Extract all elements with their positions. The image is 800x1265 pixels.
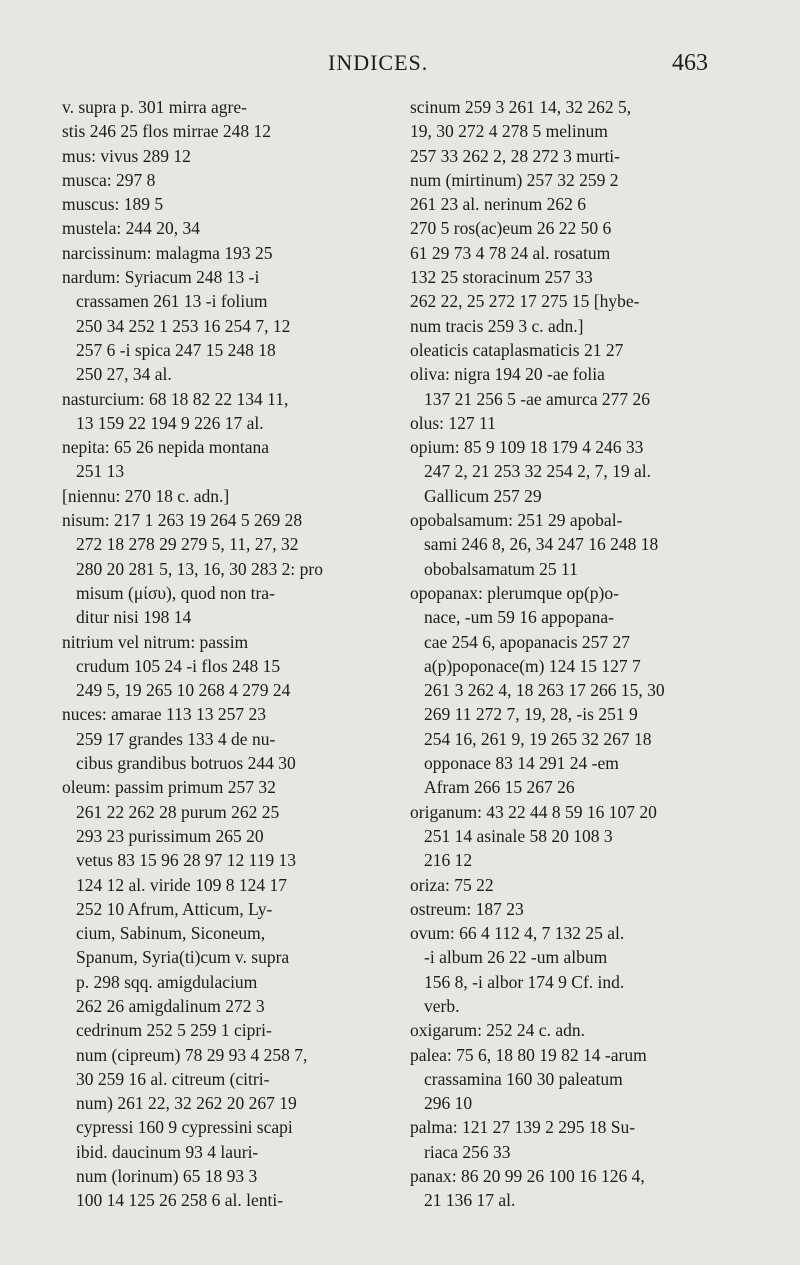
index-line: narcissinum: malagma 193 25 [62, 242, 273, 263]
index-line: [niennu: 270 18 c. adn.] [62, 485, 230, 506]
index-line: 250 27, 34 al. [76, 364, 172, 385]
index-line: 100 14 125 26 258 6 al. lenti- [76, 1190, 284, 1211]
index-line: cae 254 6, apopanacis 257 27 [424, 631, 631, 652]
index-line: nitrium vel nitrum: passim [62, 631, 249, 652]
index-line: crassamen 261 13 -i folium [76, 291, 268, 312]
index-line: palea: 75 6, 18 80 19 82 14 -arum [410, 1044, 647, 1065]
index-line: opium: 85 9 109 18 179 4 246 33 [410, 437, 644, 458]
index-line: stis 246 25 flos mirrae 248 12 [62, 121, 272, 142]
index-line: panax: 86 20 99 26 100 16 126 4, [410, 1166, 645, 1187]
index-line: num (mirtinum) 257 32 259 2 [410, 169, 619, 190]
index-line: Spanum, Syria(ti)cum v. supra [76, 947, 290, 968]
index-line: 250 34 252 1 253 16 254 7, 12 [76, 315, 291, 336]
index-line: 124 12 al. viride 109 8 124 17 [76, 874, 287, 895]
index-line: mustela: 244 20, 34 [62, 218, 201, 239]
index-line: riaca 256 33 [424, 1141, 511, 1162]
index-line: ditur nisi 198 14 [76, 607, 192, 628]
index-line: cedrinum 252 5 259 1 cipri- [76, 1020, 272, 1041]
index-line: ostreum: 187 23 [410, 898, 524, 919]
index-line: num tracis 259 3 c. adn.] [410, 315, 584, 336]
index-line: ibid. daucinum 93 4 lauri- [76, 1141, 259, 1162]
index-line: 280 20 281 5, 13, 16, 30 283 2: pro [76, 558, 323, 579]
index-line: num (lorinum) 65 18 93 3 [76, 1166, 258, 1187]
index-line: p. 298 sqq. amigdulacium [76, 971, 258, 992]
index-line: vetus 83 15 96 28 97 12 119 13 [76, 850, 297, 871]
index-line: obobalsamatum 25 11 [424, 558, 578, 579]
index-line: -i album 26 22 -um album [424, 947, 608, 968]
index-line: 19, 30 272 4 278 5 melinum [410, 121, 608, 142]
index-line: oliva: nigra 194 20 -ae folia [410, 364, 605, 385]
index-line: 259 17 grandes 133 4 de nu- [76, 728, 276, 749]
header-title: INDICES. [328, 50, 429, 75]
page-number: 463 [672, 50, 708, 76]
index-line: crassamina 160 30 paleatum [424, 1068, 623, 1089]
index-line: cibus grandibus botruos 244 30 [76, 753, 296, 774]
index-line: Afram 266 15 267 26 [424, 777, 575, 798]
index-line: 21 136 17 al. [424, 1190, 516, 1211]
index-line: nepita: 65 26 nepida montana [62, 437, 270, 458]
index-line: 261 23 al. nerinum 262 6 [410, 194, 586, 215]
index-line: 261 22 262 28 purum 262 25 [76, 801, 280, 822]
index-line: scinum 259 3 261 14, 32 262 5, [410, 97, 632, 117]
index-column-right [410, 95, 740, 1213]
index-line: a(p)poponace(m) 124 15 127 7 [424, 655, 641, 676]
index-line: 261 3 262 4, 18 263 17 266 15, 30 [424, 680, 665, 701]
index-line: 61 29 73 4 78 24 al. rosatum [410, 242, 611, 263]
index-line: cypressi 160 9 cypressini scapi [76, 1117, 293, 1138]
index-line: palma: 121 27 139 2 295 18 Su- [410, 1117, 636, 1138]
index-line: opopanax: plerumque op(p)o- [410, 582, 619, 603]
index-line: sami 246 8, 26, 34 247 16 248 18 [424, 534, 659, 555]
index-line: 249 5, 19 265 10 268 4 279 24 [76, 680, 291, 701]
index-line: 13 159 22 194 9 226 17 al. [76, 412, 264, 433]
index-line: oxigarum: 252 24 c. adn. [410, 1020, 585, 1041]
index-line: 257 6 -i spica 247 15 248 18 [76, 339, 276, 360]
index-line: 254 16, 261 9, 19 265 32 267 18 [424, 728, 652, 749]
index-line: mus: vivus 289 12 [62, 145, 191, 166]
index-line: opponace 83 14 291 24 -em [424, 753, 619, 774]
index-line: 216 12 [424, 850, 473, 871]
index-line: verb. [424, 995, 460, 1016]
index-line: 262 26 amigdalinum 272 3 [76, 995, 265, 1016]
index-line: 251 14 asinale 58 20 108 3 [424, 825, 613, 846]
index-line: Gallicum 257 29 [424, 485, 542, 506]
index-line: 293 23 purissimum 265 20 [76, 825, 264, 846]
index-column-left [62, 95, 392, 1213]
index-line: opobalsamum: 251 29 apobal- [410, 510, 623, 531]
index-line: num) 261 22, 32 262 20 267 19 [76, 1093, 297, 1114]
index-line: num (cipreum) 78 29 93 4 258 7, [76, 1044, 308, 1065]
index-line: 30 259 16 al. citreum (citri- [76, 1068, 270, 1089]
index-line: 137 21 256 5 -ae amurca 277 26 [424, 388, 650, 409]
index-line: 257 33 262 2, 28 272 3 murti- [410, 145, 620, 166]
index-line: oleum: passim primum 257 32 [62, 777, 276, 798]
index-line: 252 10 Afrum, Atticum, Ly- [76, 898, 273, 919]
index-line: crudum 105 24 -i flos 248 15 [76, 655, 281, 676]
index-line: 262 22, 25 272 17 275 15 [hybe- [410, 291, 640, 312]
index-line: oleaticis cataplasmaticis 21 27 [410, 339, 624, 360]
index-line: nardum: Syriacum 248 13 -i [62, 267, 260, 288]
index-line: 269 11 272 7, 19, 28, -is 251 9 [424, 704, 638, 725]
index-line: muscus: 189 5 [62, 194, 164, 215]
index-line: nisum: 217 1 263 19 264 5 269 28 [62, 510, 303, 531]
index-line: 132 25 storacinum 257 33 [410, 267, 593, 288]
index-line: misum (μίσυ), quod non tra- [76, 582, 275, 603]
index-line: 251 13 [76, 461, 125, 482]
index-line: 296 10 [424, 1093, 473, 1114]
index-line: 272 18 278 29 279 5, 11, 27, 32 [76, 534, 299, 555]
index-line: nace, -um 59 16 appopana- [424, 607, 614, 628]
index-line: 156 8, -i albor 174 9 Cf. ind. [424, 971, 625, 992]
index-line: 247 2, 21 253 32 254 2, 7, 19 al. [424, 461, 652, 482]
index-line: ovum: 66 4 112 4, 7 132 25 al. [410, 923, 625, 944]
index-line: oriza: 75 22 [410, 874, 494, 895]
index-line: origanum: 43 22 44 8 59 16 107 20 [410, 801, 657, 822]
index-line: nasturcium: 68 18 82 22 134 11, [62, 388, 289, 409]
running-head [0, 50, 800, 86]
index-line: 270 5 ros(ac)eum 26 22 50 6 [410, 218, 612, 239]
index-line: musca: 297 8 [62, 169, 156, 190]
index-line: v. supra p. 301 mirra agre- [62, 97, 247, 117]
index-line: olus: 127 11 [410, 412, 496, 433]
index-line: nuces: amarae 113 13 257 23 [62, 704, 266, 725]
index-line: cium, Sabinum, Siconeum, [76, 923, 266, 944]
